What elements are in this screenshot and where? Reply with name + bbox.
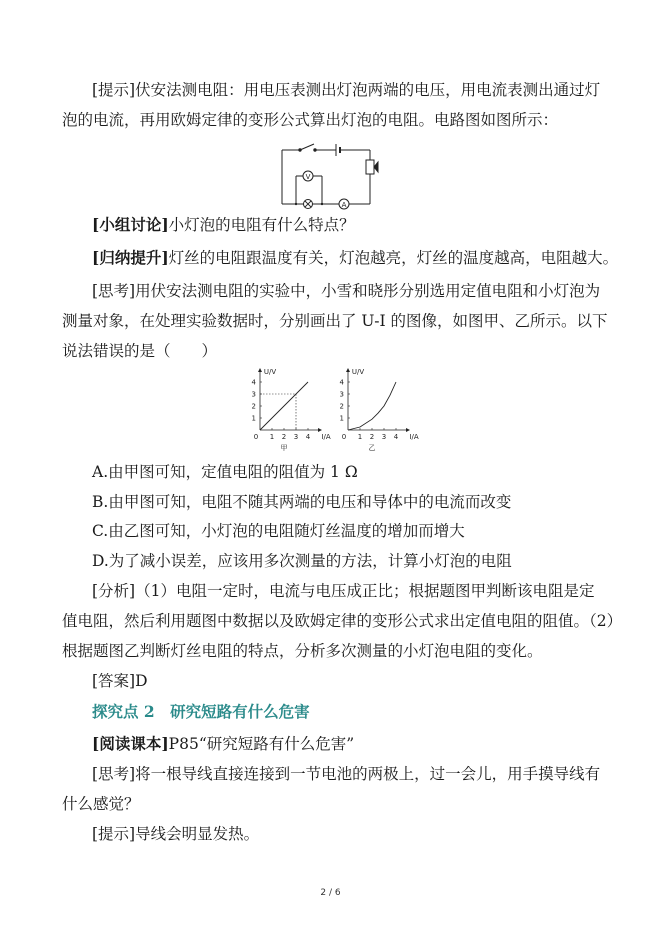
option-b: B.由甲图可知，电阻不随其两端的电压和导体中的电流而改变 (92, 493, 512, 511)
y-axis-arrow (346, 368, 350, 372)
battery-icon (336, 144, 340, 156)
switch-icon (300, 144, 314, 150)
question-line-2: 测量对象，在处理实验数据时，分别画出了 U-I 的图像，如图甲、乙所示。以下 (62, 312, 608, 330)
think2-line-2: 什么感觉？ (62, 795, 140, 813)
y-axis-arrow (258, 368, 262, 372)
question-line-3: 说法错误的是（ ） (62, 342, 218, 360)
y-tick-label: 2 (339, 402, 344, 411)
x-tick-label: 1 (269, 433, 275, 441)
x-axis-label: I/A (409, 433, 419, 441)
x-tick-label: 2 (281, 433, 287, 441)
x-tick-label: 1 (357, 433, 363, 441)
think2-line-1: [思考]将一根导线直接连接到一节电池的两极上，过一会儿，用手摸导线有 (92, 765, 601, 783)
y-tick-label: 1 (251, 414, 256, 423)
reading-tag: [阅读课本] (92, 734, 169, 753)
answer-line: [答案]D (92, 672, 148, 690)
circuit-diagram (278, 140, 384, 212)
summary-tag: [归纳提升] (92, 248, 169, 267)
rheostat-icon (366, 160, 374, 174)
question-tag: [思考] (92, 282, 136, 300)
option-a: A.由甲图可知，定值电阻的阻值为 1 Ω (92, 463, 358, 481)
analysis-line-2: 值电阻，然后利用题图中数据以及欧姆定律的变形公式求出定值电阻的阻值。（2） (62, 612, 623, 630)
answer-tag: [答案] (92, 672, 136, 690)
hint2-line: [提示]导线会明显发热。 (92, 825, 260, 843)
y-tick-label: 2 (251, 402, 256, 411)
ammeter-label: A (341, 201, 347, 209)
hint2-tag: [提示] (92, 825, 136, 843)
page-number: 2 / 6 (320, 888, 341, 898)
lamp-icon (304, 200, 313, 209)
origin-label: 0 (253, 433, 259, 441)
y-tick-label: 3 (251, 390, 256, 399)
x-tick-label: 3 (381, 433, 387, 441)
analysis-line-3: 根据题图乙判断灯丝电阻的特点，分析多次测量的小灯泡电阻的变化。 (62, 642, 543, 660)
x-axis-arrow (318, 428, 322, 432)
question-line-1: [思考]用伏安法测电阻的实验中，小雪和晓彤分别选用定值电阻和小灯泡为 (92, 282, 601, 300)
x-tick-label: 2 (369, 433, 375, 441)
y-tick-label: 3 (339, 390, 344, 399)
voltmeter-label: V (305, 173, 311, 181)
y-tick-label: 4 (251, 378, 256, 387)
chart-yi (326, 366, 419, 456)
chart-caption: 乙 (368, 444, 376, 452)
data-line (348, 382, 396, 430)
summary-line: [归纳提升]灯丝的电阻跟温度有关，灯泡越亮，灯丝的温度越高，电阻越大。 (92, 248, 619, 267)
x-tick-label: 3 (293, 433, 299, 441)
section-heading: 探究点 2 研究短路有什么危害 (92, 702, 310, 721)
x-tick-label: 4 (393, 433, 399, 441)
data-line (260, 382, 308, 430)
y-tick-label: 1 (339, 414, 344, 423)
y-tick-label: 4 (339, 378, 344, 387)
x-axis-arrow (406, 428, 410, 432)
hint-line-2: 泡的电流，再用欧姆定律的变形公式算出灯泡的电阻。电路图如图所示： (62, 111, 559, 129)
discussion-line: [小组讨论]小灯泡的电阻有什么特点？ (92, 215, 355, 234)
chart-caption: 甲 (280, 444, 288, 452)
analysis-tag: [分析] (92, 582, 136, 600)
option-d: D.为了减小误差，应该用多次测量的方法，计算小灯泡的电阻 (92, 552, 512, 570)
y-axis-label: U/V (351, 368, 365, 376)
analysis-line-1: [分析]（1）电阻一定时，电流与电压成正比；根据题图甲判断该电阻是定 (92, 582, 595, 600)
option-c: C.由乙图可知，小灯泡的电阻随灯丝温度的增加而增大 (92, 522, 465, 540)
think2-tag: [思考] (92, 765, 136, 783)
hint-line-1: [提示]伏安法测电阻：用电压表测出灯泡两端的电压，用电流表测出通过灯 (92, 81, 601, 99)
discussion-tag: [小组讨论] (92, 215, 169, 234)
hint-tag: [提示] (92, 81, 136, 99)
chart-jia (238, 366, 331, 456)
x-tick-label: 4 (305, 433, 311, 441)
x-axis-label: I/A (321, 433, 331, 441)
y-axis-label: U/V (263, 368, 277, 376)
reading-line: [阅读课本]P85“研究短路有什么危害” (92, 734, 355, 753)
origin-label: 0 (341, 433, 347, 441)
